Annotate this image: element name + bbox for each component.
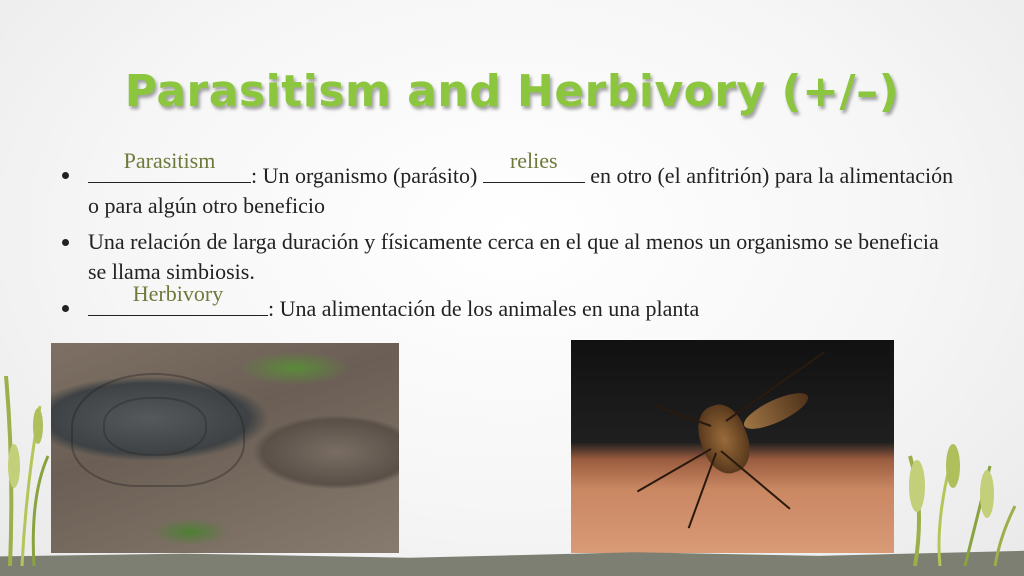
- mosquito-leg: [720, 450, 790, 509]
- mosquito-leg: [688, 453, 717, 529]
- grass-right-icon: [895, 416, 1024, 566]
- answer-relies: relies: [509, 148, 558, 173]
- tortoise-shell: [71, 373, 245, 487]
- bullet-herbivory: [60, 281, 960, 324]
- bullet-list: [60, 148, 960, 330]
- slide-title: Parasitism and Herbivory (+/–): [124, 66, 900, 117]
- mosquito-leg: [637, 448, 712, 492]
- bullet-text: en otro (el anfitrión) para la alimentación o para algún otro beneficio: [88, 163, 954, 218]
- bullet-text: Una relación de larga duración y físicamente cerca en el que al menos un organismo se beneficia se llama simbiosis.: [88, 229, 939, 284]
- mosquito-abdomen: [740, 386, 813, 436]
- answer-herbivory: Herbivory: [132, 281, 224, 306]
- mosquito-body: [690, 398, 757, 480]
- blank-herbivory: [88, 281, 268, 316]
- tortoise-photo: [51, 343, 399, 553]
- bullet-symbiosis: [60, 227, 960, 287]
- answer-parasitism: Parasitism: [123, 148, 216, 173]
- blank-parasitism: [88, 148, 251, 183]
- bullet-text: : Un organismo (parásito): [251, 163, 483, 188]
- bullet-parasitism: [60, 148, 960, 221]
- bullet-text: : Una alimentación de los animales en una planta: [268, 296, 700, 321]
- blank-relies: [483, 148, 585, 183]
- grass-left-icon: [0, 346, 60, 566]
- mosquito-photo: [571, 340, 894, 553]
